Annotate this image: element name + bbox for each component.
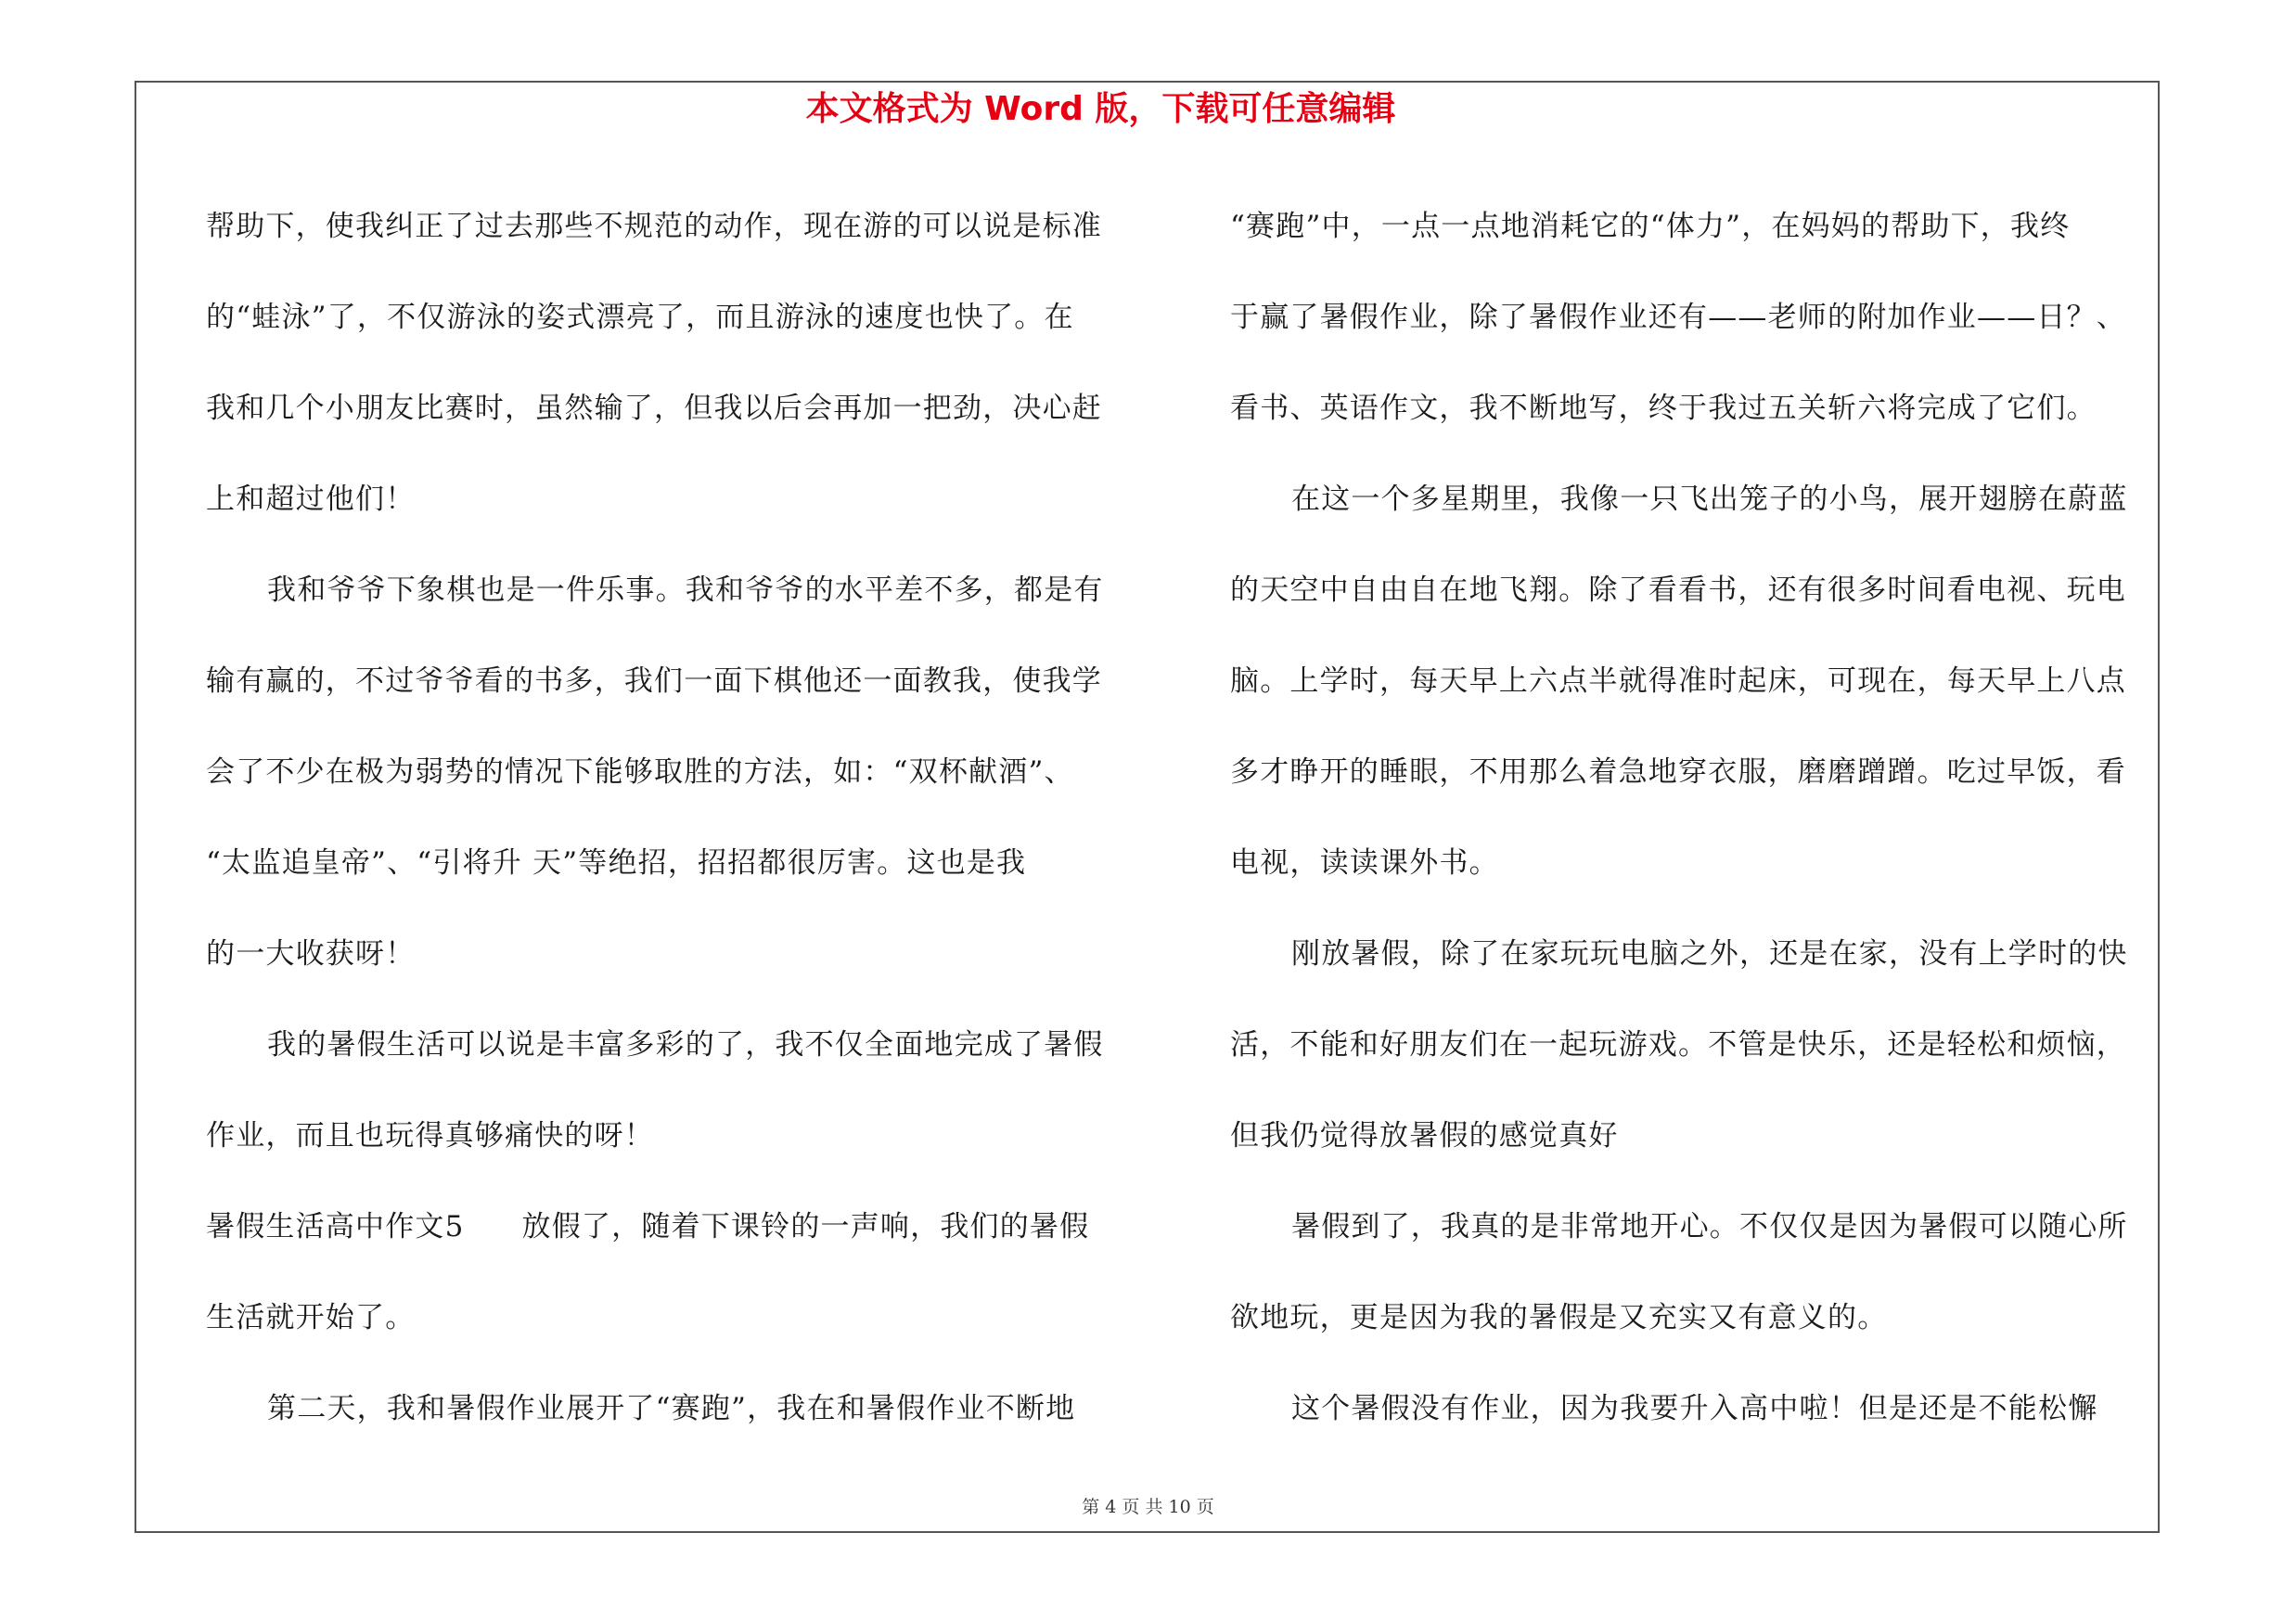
text-line: 生活就开始了。 — [206, 1301, 416, 1334]
essay-heading: 暑假生活高中作文5 — [206, 1210, 465, 1243]
paragraph-start-line: 刚放暑假，除了在家玩玩电脑之外，还是在家，没有上学时的快 — [1291, 937, 2128, 971]
text-line: 脑。上学时，每天早上六点半就得准时起床，可现在，每天早上八点 — [1230, 664, 2126, 698]
text-line: 看书、英语作文，我不断地写，终于我过五关斩六将完成了它们。 — [1230, 392, 2097, 425]
text-line: 输有赢的，不过爷爷看的书多，我们一面下棋他还一面教我，使我学 — [206, 664, 1102, 698]
text-line: 于赢了暑假作业，除了暑假作业还有——老师的附加作业——日？、 — [1230, 301, 2126, 334]
paragraph-start-line: 我的暑假生活可以说是丰富多彩的了，我不仅全面地完成了暑假 — [267, 1028, 1104, 1062]
essay-heading-line — [206, 1181, 1143, 1272]
text-line: “赛跑”中，一点一点地消耗它的“体力”，在妈妈的帮助下，我终 — [1230, 210, 2071, 243]
text-line: 的“蛙泳”了，不仅游泳的姿式漂亮了，而且游泳的速度也快了。在 — [206, 301, 1074, 334]
text-line: 活，不能和好朋友们在一起玩游戏。不管是快乐，还是轻松和烦恼， — [1230, 1028, 2126, 1062]
text-line: 的天空中自由自在地飞翔。除了看看书，还有很多时间看电视、玩电 — [1230, 573, 2126, 607]
format-banner: 本文格式为 Word 版，下载可任意编辑 — [805, 90, 1396, 128]
text-line: 多才睁开的睡眼，不用那么着急地穿衣服，磨磨蹭蹭。吃过早饭，看 — [1230, 755, 2126, 789]
right-column — [1230, 181, 2158, 1454]
paragraph-start-line: 我和爷爷下象棋也是一件乐事。我和爷爷的水平差不多，都是有 — [267, 573, 1104, 607]
essay-heading-text: 放假了，随着下课铃的一声响，我们的暑假 — [521, 1210, 1090, 1243]
text-line: 帮助下，使我纠正了过去那些不规范的动作，现在游的可以说是标准 — [206, 210, 1102, 243]
text-line: 会了不少在极为弱势的情况下能够取胜的方法，如：“双杯献酒”、 — [206, 755, 1074, 789]
text-line: 但我仍觉得放暑假的感觉真好 — [1230, 1119, 1619, 1153]
paragraph-start-line: 暑假到了，我真的是非常地开心。不仅仅是因为暑假可以随心所 — [1291, 1210, 2128, 1243]
text-line: 上和超过他们！ — [206, 483, 416, 516]
text-line: 欲地玩，更是因为我的暑假是又充实又有意义的。 — [1230, 1301, 1888, 1334]
text-line: 的一大收获呀！ — [206, 937, 416, 971]
paragraph-start-line: 在这一个多星期里，我像一只飞出笼子的小鸟，展开翅膀在蔚蓝 — [1291, 483, 2128, 516]
page-number-footer: 第 4 页 共 10 页 — [1082, 1497, 1214, 1517]
text-line: “太监追皇帝”、“引将升 天”等绝招，招招都很厉害。这也是我 — [206, 846, 1027, 880]
text-line: 电视，读读课外书。 — [1230, 846, 1499, 880]
left-column — [206, 181, 1143, 1454]
paragraph-start-line: 这个暑假没有作业，因为我要升入高中啦！但是还是不能松懈 — [1291, 1392, 2098, 1425]
paragraph-start-line: 第二天，我和暑假作业展开了“赛跑”，我在和暑假作业不断地 — [267, 1392, 1076, 1425]
text-line: 作业，而且也玩得真够痛快的呀！ — [206, 1119, 654, 1153]
text-line: 我和几个小朋友比赛时，虽然输了，但我以后会再加一把劲，决心赶 — [206, 392, 1102, 425]
